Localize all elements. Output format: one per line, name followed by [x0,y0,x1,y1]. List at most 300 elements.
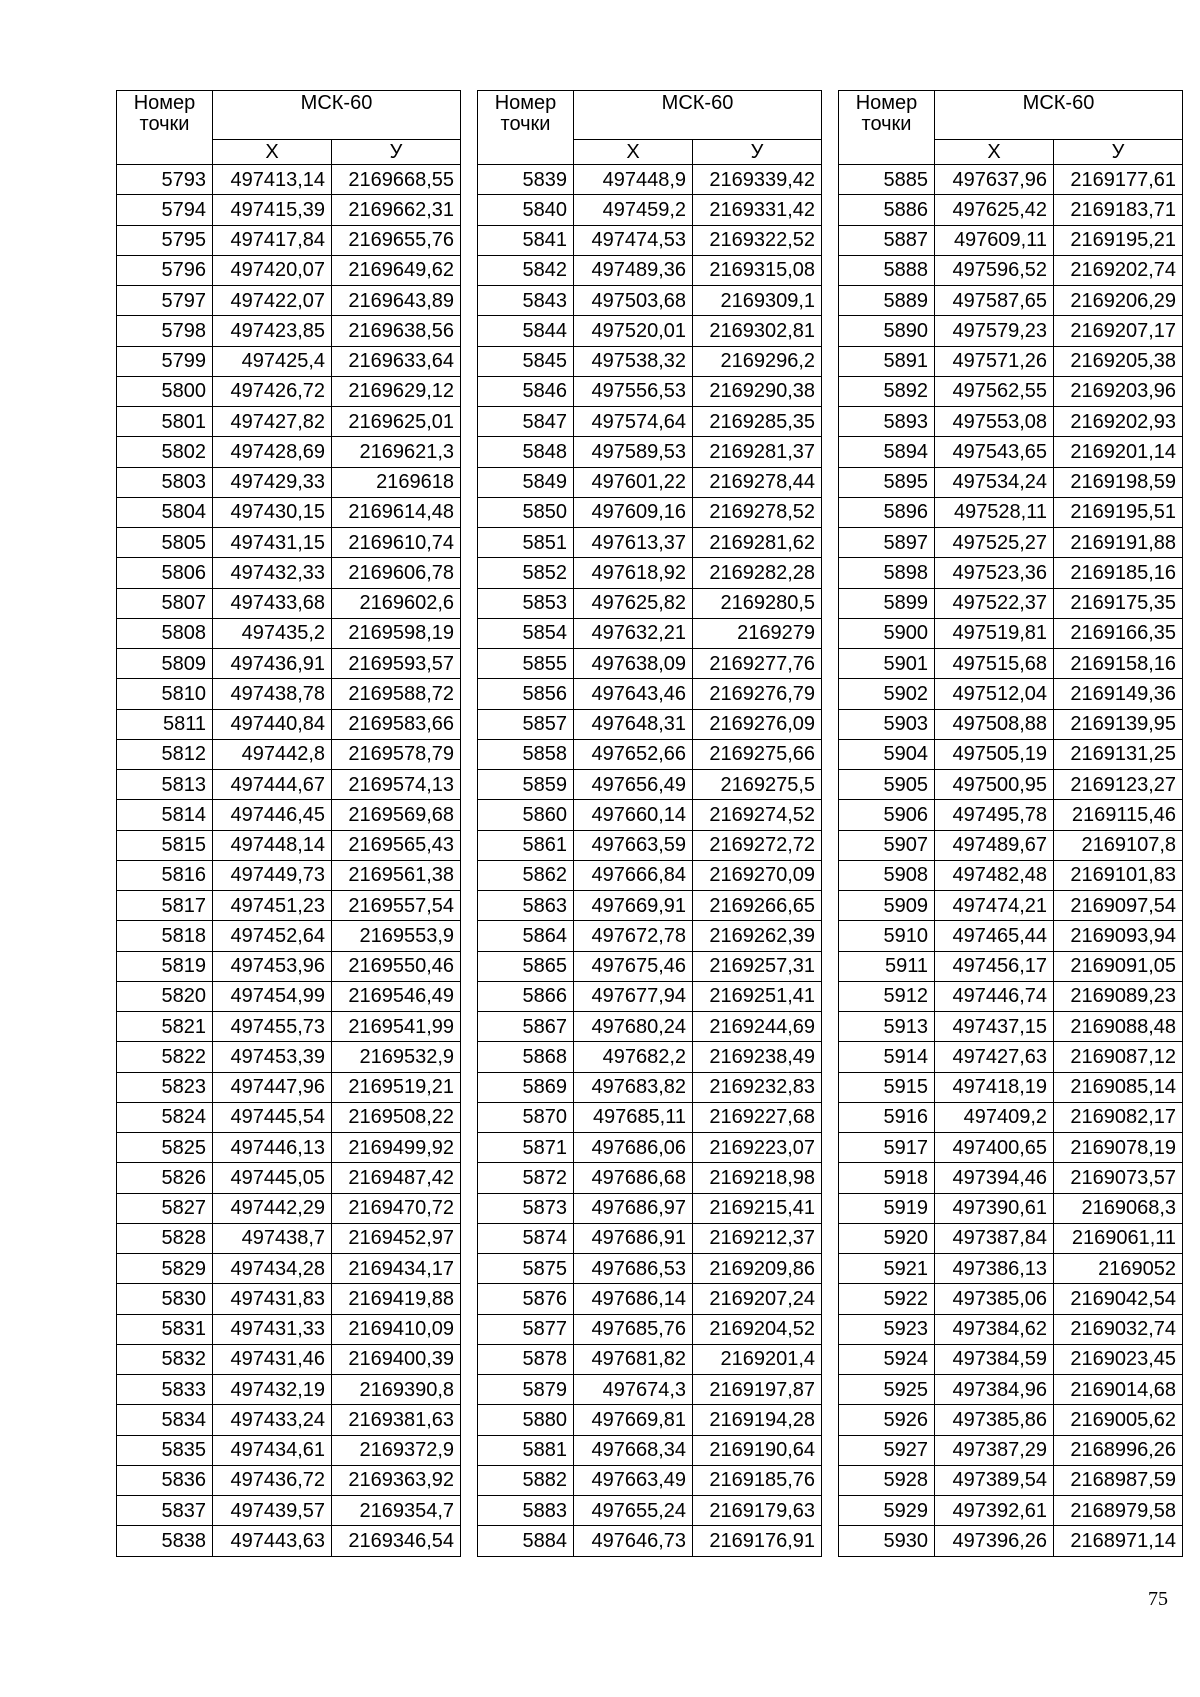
point-number-cell: 5903 [839,709,935,739]
table-row [839,1193,1183,1223]
table-row [117,286,461,316]
point-number-cell: 5850 [478,497,574,527]
table-row [478,255,822,285]
point-number-cell: 5876 [478,1284,574,1314]
point-number-cell: 5862 [478,860,574,890]
table-row [839,1163,1183,1193]
y-coordinate-cell: 2169042,54 [1054,1284,1183,1314]
y-coordinate-cell: 2169578,79 [332,739,461,769]
y-coordinate-cell: 2169508,22 [332,1102,461,1132]
point-number-cell: 5870 [478,1102,574,1132]
table-row [478,1163,822,1193]
point-number-cell: 5923 [839,1314,935,1344]
point-number-cell: 5808 [117,618,213,648]
table-row [478,860,822,890]
x-coordinate-cell: 497452,64 [213,921,332,951]
x-coordinate-cell: 497427,63 [935,1042,1054,1072]
x-coordinate-cell: 497443,63 [213,1526,332,1556]
point-number-cell: 5875 [478,1254,574,1284]
y-coordinate-cell: 2169282,28 [693,558,822,588]
table-row [117,860,461,890]
coordinate-system-header: МСК-60 [213,91,461,140]
table-row [839,800,1183,830]
x-coordinate-cell: 497495,78 [935,800,1054,830]
y-coordinate-cell: 2169363,92 [332,1465,461,1495]
y-coordinate-cell: 2169346,54 [332,1526,461,1556]
x-coordinate-cell: 497556,53 [574,376,693,406]
y-coordinate-cell: 2169532,9 [332,1042,461,1072]
point-number-cell: 5919 [839,1193,935,1223]
x-coordinate-cell: 497643,46 [574,679,693,709]
y-coordinate-cell: 2169606,78 [332,558,461,588]
x-coordinate-cell: 497446,45 [213,800,332,830]
x-coordinate-cell: 497445,05 [213,1163,332,1193]
point-number-cell: 5836 [117,1465,213,1495]
point-number-cell: 5906 [839,800,935,830]
point-number-cell: 5904 [839,739,935,769]
y-coordinate-cell: 2169614,48 [332,497,461,527]
point-number-cell: 5803 [117,467,213,497]
y-coordinate-cell: 2169197,87 [693,1375,822,1405]
x-coordinate-cell: 497669,91 [574,891,693,921]
table-row [117,437,461,467]
x-coordinate-cell: 497675,46 [574,951,693,981]
table-row [117,255,461,285]
point-number-cell: 5794 [117,195,213,225]
y-coordinate-cell: 2169621,3 [332,437,461,467]
table-row [478,1465,822,1495]
table-row [839,437,1183,467]
table-row [478,195,822,225]
x-coordinate-cell: 497562,55 [935,376,1054,406]
x-column-header: X [213,140,332,165]
point-number-cell: 5872 [478,1163,574,1193]
x-coordinate-cell: 497613,37 [574,528,693,558]
table-row [478,951,822,981]
table-row [117,709,461,739]
y-coordinate-cell: 2169087,12 [1054,1042,1183,1072]
table-row [117,770,461,800]
point-number-cell: 5816 [117,860,213,890]
y-coordinate-cell: 2169207,17 [1054,316,1183,346]
table-row [478,830,822,860]
table-row [117,1163,461,1193]
x-coordinate-cell: 497437,15 [935,1012,1054,1042]
x-coordinate-cell: 497387,29 [935,1435,1054,1465]
x-coordinate-cell: 497448,9 [574,165,693,195]
table-row [839,1405,1183,1435]
point-number-cell: 5831 [117,1314,213,1344]
x-coordinate-cell: 497503,68 [574,286,693,316]
point-number-cell: 5878 [478,1344,574,1374]
table-row [839,316,1183,346]
table-row [117,165,461,195]
y-coordinate-cell: 2169275,66 [693,739,822,769]
x-coordinate-cell: 497453,96 [213,951,332,981]
point-number-cell: 5886 [839,195,935,225]
x-coordinate-cell: 497632,21 [574,618,693,648]
y-coordinate-cell: 2168979,58 [1054,1496,1183,1526]
y-coordinate-cell: 2169206,29 [1054,286,1183,316]
table-row [117,346,461,376]
y-coordinate-cell: 2169598,19 [332,618,461,648]
table-row [117,1012,461,1042]
point-number-cell: 5911 [839,951,935,981]
table-row [839,165,1183,195]
point-number-cell: 5823 [117,1072,213,1102]
y-coordinate-cell: 2169381,63 [332,1405,461,1435]
table-row [117,528,461,558]
x-coordinate-cell: 497648,31 [574,709,693,739]
table-row [117,1465,461,1495]
table-row [478,286,822,316]
y-coordinate-cell: 2169519,21 [332,1072,461,1102]
y-coordinate-cell: 2169285,35 [693,407,822,437]
y-coordinate-cell: 2169452,97 [332,1223,461,1253]
point-number-cell: 5847 [478,407,574,437]
point-number-cell: 5797 [117,286,213,316]
x-coordinate-cell: 497385,06 [935,1284,1054,1314]
x-coordinate-cell: 497523,36 [935,558,1054,588]
x-coordinate-cell: 497512,04 [935,679,1054,709]
x-coordinate-cell: 497396,26 [935,1526,1054,1556]
table-row [478,1314,822,1344]
point-number-header: Номер точки [478,91,574,165]
point-number-cell: 5918 [839,1163,935,1193]
x-coordinate-cell: 497459,2 [574,195,693,225]
point-number-cell: 5868 [478,1042,574,1072]
table-row [117,830,461,860]
y-coordinate-cell: 2169625,01 [332,407,461,437]
table-row [478,558,822,588]
table-row [478,679,822,709]
x-coordinate-cell: 497534,24 [935,467,1054,497]
y-coordinate-cell: 2169032,74 [1054,1314,1183,1344]
x-coordinate-cell: 497446,13 [213,1133,332,1163]
point-number-cell: 5864 [478,921,574,951]
point-number-cell: 5824 [117,1102,213,1132]
table-row [839,346,1183,376]
x-coordinate-cell: 497387,84 [935,1223,1054,1253]
y-coordinate-cell: 2169089,23 [1054,981,1183,1011]
x-coordinate-cell: 497431,33 [213,1314,332,1344]
y-coordinate-cell: 2169205,38 [1054,346,1183,376]
y-coordinate-cell: 2169331,42 [693,195,822,225]
table-row [478,1496,822,1526]
point-number-cell: 5869 [478,1072,574,1102]
y-coordinate-cell: 2169244,69 [693,1012,822,1042]
y-coordinate-cell: 2169005,62 [1054,1405,1183,1435]
table-row [117,376,461,406]
y-coordinate-cell: 2169315,08 [693,255,822,285]
x-coordinate-cell: 497668,34 [574,1435,693,1465]
x-coordinate-cell: 497519,81 [935,618,1054,648]
table-row [839,860,1183,890]
point-number-cell: 5925 [839,1375,935,1405]
table-row [839,255,1183,285]
y-coordinate-cell: 2169276,09 [693,709,822,739]
table-row [839,376,1183,406]
point-number-cell: 5799 [117,346,213,376]
table-row [478,1344,822,1374]
table-row [117,981,461,1011]
y-column-header: У [332,140,461,165]
table-row [478,1223,822,1253]
point-number-cell: 5912 [839,981,935,1011]
x-coordinate-cell: 497400,65 [935,1133,1054,1163]
point-number-header: Номер точки [839,91,935,165]
y-coordinate-cell: 2169201,14 [1054,437,1183,467]
y-coordinate-cell: 2169097,54 [1054,891,1183,921]
coordinate-table-3 [838,90,1183,1557]
x-coordinate-cell: 497553,08 [935,407,1054,437]
table-row [839,1314,1183,1344]
y-coordinate-cell: 2169212,37 [693,1223,822,1253]
table-row [839,407,1183,437]
y-coordinate-cell: 2169281,62 [693,528,822,558]
x-coordinate-cell: 497465,44 [935,921,1054,951]
x-coordinate-cell: 497666,84 [574,860,693,890]
point-number-cell: 5830 [117,1284,213,1314]
x-coordinate-cell: 497436,91 [213,649,332,679]
point-number-cell: 5921 [839,1254,935,1284]
x-coordinate-cell: 497449,73 [213,860,332,890]
x-coordinate-cell: 497415,39 [213,195,332,225]
y-coordinate-cell: 2169668,55 [332,165,461,195]
point-number-cell: 5806 [117,558,213,588]
point-number-cell: 5856 [478,679,574,709]
coordinate-table-1 [116,90,461,1557]
point-number-cell: 5891 [839,346,935,376]
y-coordinate-cell: 2169569,68 [332,800,461,830]
table-row [478,467,822,497]
y-coordinate-cell: 2169093,94 [1054,921,1183,951]
y-coordinate-cell: 2169202,93 [1054,407,1183,437]
y-coordinate-cell: 2169662,31 [332,195,461,225]
point-number-cell: 5866 [478,981,574,1011]
x-coordinate-cell: 497431,46 [213,1344,332,1374]
point-number-cell: 5828 [117,1223,213,1253]
x-column-header: X [574,140,693,165]
y-coordinate-cell: 2169629,12 [332,376,461,406]
x-coordinate-cell: 497474,21 [935,891,1054,921]
x-coordinate-cell: 497431,83 [213,1284,332,1314]
point-number-cell: 5829 [117,1254,213,1284]
x-coordinate-cell: 497672,78 [574,921,693,951]
y-coordinate-cell: 2169557,54 [332,891,461,921]
y-coordinate-cell: 2169175,35 [1054,588,1183,618]
y-coordinate-cell: 2169309,1 [693,286,822,316]
point-number-cell: 5839 [478,165,574,195]
y-coordinate-cell: 2169101,83 [1054,860,1183,890]
y-coordinate-cell: 2169593,57 [332,649,461,679]
y-coordinate-cell: 2169166,35 [1054,618,1183,648]
table-row [478,981,822,1011]
point-number-cell: 5895 [839,467,935,497]
y-coordinate-cell: 2169274,52 [693,800,822,830]
table-row [478,346,822,376]
point-number-cell: 5899 [839,588,935,618]
point-number-cell: 5898 [839,558,935,588]
table-row [478,891,822,921]
x-coordinate-cell: 497430,15 [213,497,332,527]
y-coordinate-cell: 2169082,17 [1054,1102,1183,1132]
y-coordinate-cell: 2169179,63 [693,1496,822,1526]
y-coordinate-cell: 2169638,56 [332,316,461,346]
point-number-cell: 5924 [839,1344,935,1374]
table-row [117,1193,461,1223]
y-coordinate-cell: 2169183,71 [1054,195,1183,225]
point-number-cell: 5849 [478,467,574,497]
y-coordinate-cell: 2169275,5 [693,770,822,800]
y-coordinate-cell: 2169470,72 [332,1193,461,1223]
y-coordinate-cell: 2169251,41 [693,981,822,1011]
x-coordinate-cell: 497417,84 [213,225,332,255]
table-row [117,800,461,830]
x-coordinate-cell: 497656,49 [574,770,693,800]
table-row [478,316,822,346]
y-coordinate-cell: 2169602,6 [332,588,461,618]
table-row [839,497,1183,527]
point-number-cell: 5805 [117,528,213,558]
table-row [478,165,822,195]
point-number-cell: 5842 [478,255,574,285]
y-coordinate-cell: 2169088,48 [1054,1012,1183,1042]
point-number-cell: 5863 [478,891,574,921]
y-coordinate-cell: 2169257,31 [693,951,822,981]
table-row [839,618,1183,648]
table-row [117,407,461,437]
y-coordinate-cell: 2169238,49 [693,1042,822,1072]
y-coordinate-cell: 2169123,27 [1054,770,1183,800]
table-row [117,316,461,346]
table-row [117,739,461,769]
coordinate-table-2 [477,90,822,1557]
point-number-cell: 5796 [117,255,213,285]
x-coordinate-cell: 497446,74 [935,981,1054,1011]
point-number-cell: 5859 [478,770,574,800]
point-number-cell: 5821 [117,1012,213,1042]
point-number-cell: 5825 [117,1133,213,1163]
x-coordinate-cell: 497429,33 [213,467,332,497]
table-row [117,588,461,618]
y-coordinate-cell: 2169227,68 [693,1102,822,1132]
point-number-cell: 5881 [478,1435,574,1465]
table-row [478,1405,822,1435]
x-coordinate-cell: 497489,36 [574,255,693,285]
y-coordinate-cell: 2169583,66 [332,709,461,739]
y-coordinate-cell: 2169487,42 [332,1163,461,1193]
x-coordinate-cell: 497442,29 [213,1193,332,1223]
table-row [478,1012,822,1042]
point-number-cell: 5926 [839,1405,935,1435]
table-row [839,1344,1183,1374]
y-coordinate-cell: 2169574,13 [332,770,461,800]
y-coordinate-cell: 2169499,92 [332,1133,461,1163]
y-coordinate-cell: 2169194,28 [693,1405,822,1435]
x-coordinate-cell: 497543,65 [935,437,1054,467]
y-coordinate-cell: 2169262,39 [693,921,822,951]
table-row [478,1102,822,1132]
x-coordinate-cell: 497442,8 [213,739,332,769]
x-coordinate-cell: 497677,94 [574,981,693,1011]
y-coordinate-cell: 2169565,43 [332,830,461,860]
point-number-cell: 5867 [478,1012,574,1042]
point-number-cell: 5837 [117,1496,213,1526]
x-coordinate-cell: 497683,82 [574,1072,693,1102]
point-number-cell: 5840 [478,195,574,225]
y-coordinate-cell: 2169278,44 [693,467,822,497]
table-row [839,528,1183,558]
y-coordinate-cell: 2169195,51 [1054,497,1183,527]
table-row [839,1526,1183,1556]
table-row [839,558,1183,588]
x-coordinate-cell: 497680,24 [574,1012,693,1042]
x-coordinate-cell: 497384,62 [935,1314,1054,1344]
table-row [117,1526,461,1556]
table-row [839,1223,1183,1253]
table-row [478,1042,822,1072]
y-coordinate-cell: 2169272,72 [693,830,822,860]
point-number-cell: 5817 [117,891,213,921]
x-coordinate-cell: 497389,54 [935,1465,1054,1495]
y-coordinate-cell: 2169643,89 [332,286,461,316]
point-number-cell: 5818 [117,921,213,951]
x-coordinate-cell: 497386,13 [935,1254,1054,1284]
y-coordinate-cell: 2169354,7 [332,1496,461,1526]
y-coordinate-cell: 2169553,9 [332,921,461,951]
point-number-cell: 5916 [839,1102,935,1132]
y-coordinate-cell: 2169204,52 [693,1314,822,1344]
table-row [117,891,461,921]
x-coordinate-cell: 497440,84 [213,709,332,739]
x-coordinate-cell: 497489,67 [935,830,1054,860]
x-coordinate-cell: 497609,11 [935,225,1054,255]
table-row [117,1344,461,1374]
point-number-cell: 5804 [117,497,213,527]
x-coordinate-cell: 497669,81 [574,1405,693,1435]
x-coordinate-cell: 497428,69 [213,437,332,467]
table-row [478,1435,822,1465]
y-coordinate-cell: 2169073,57 [1054,1163,1183,1193]
x-coordinate-cell: 497601,22 [574,467,693,497]
point-number-cell: 5922 [839,1284,935,1314]
x-coordinate-cell: 497448,14 [213,830,332,860]
table-row [478,497,822,527]
x-coordinate-cell: 497646,73 [574,1526,693,1556]
point-number-cell: 5813 [117,770,213,800]
table-row [839,1496,1183,1526]
x-coordinate-cell: 497447,96 [213,1072,332,1102]
table-row [478,225,822,255]
y-coordinate-cell: 2169372,9 [332,1435,461,1465]
x-coordinate-cell: 497439,57 [213,1496,332,1526]
x-coordinate-cell: 497390,61 [935,1193,1054,1223]
x-coordinate-cell: 497681,82 [574,1344,693,1374]
x-coordinate-cell: 497520,01 [574,316,693,346]
y-coordinate-cell: 2169322,52 [693,225,822,255]
y-coordinate-cell: 2169610,74 [332,528,461,558]
y-coordinate-cell: 2168987,59 [1054,1465,1183,1495]
table-row [839,709,1183,739]
table-row [839,981,1183,1011]
y-coordinate-cell: 2169078,19 [1054,1133,1183,1163]
point-number-header: Номер точки [117,91,213,165]
y-coordinate-cell: 2169185,76 [693,1465,822,1495]
point-number-cell: 5885 [839,165,935,195]
x-coordinate-cell: 497427,82 [213,407,332,437]
table-row [839,588,1183,618]
